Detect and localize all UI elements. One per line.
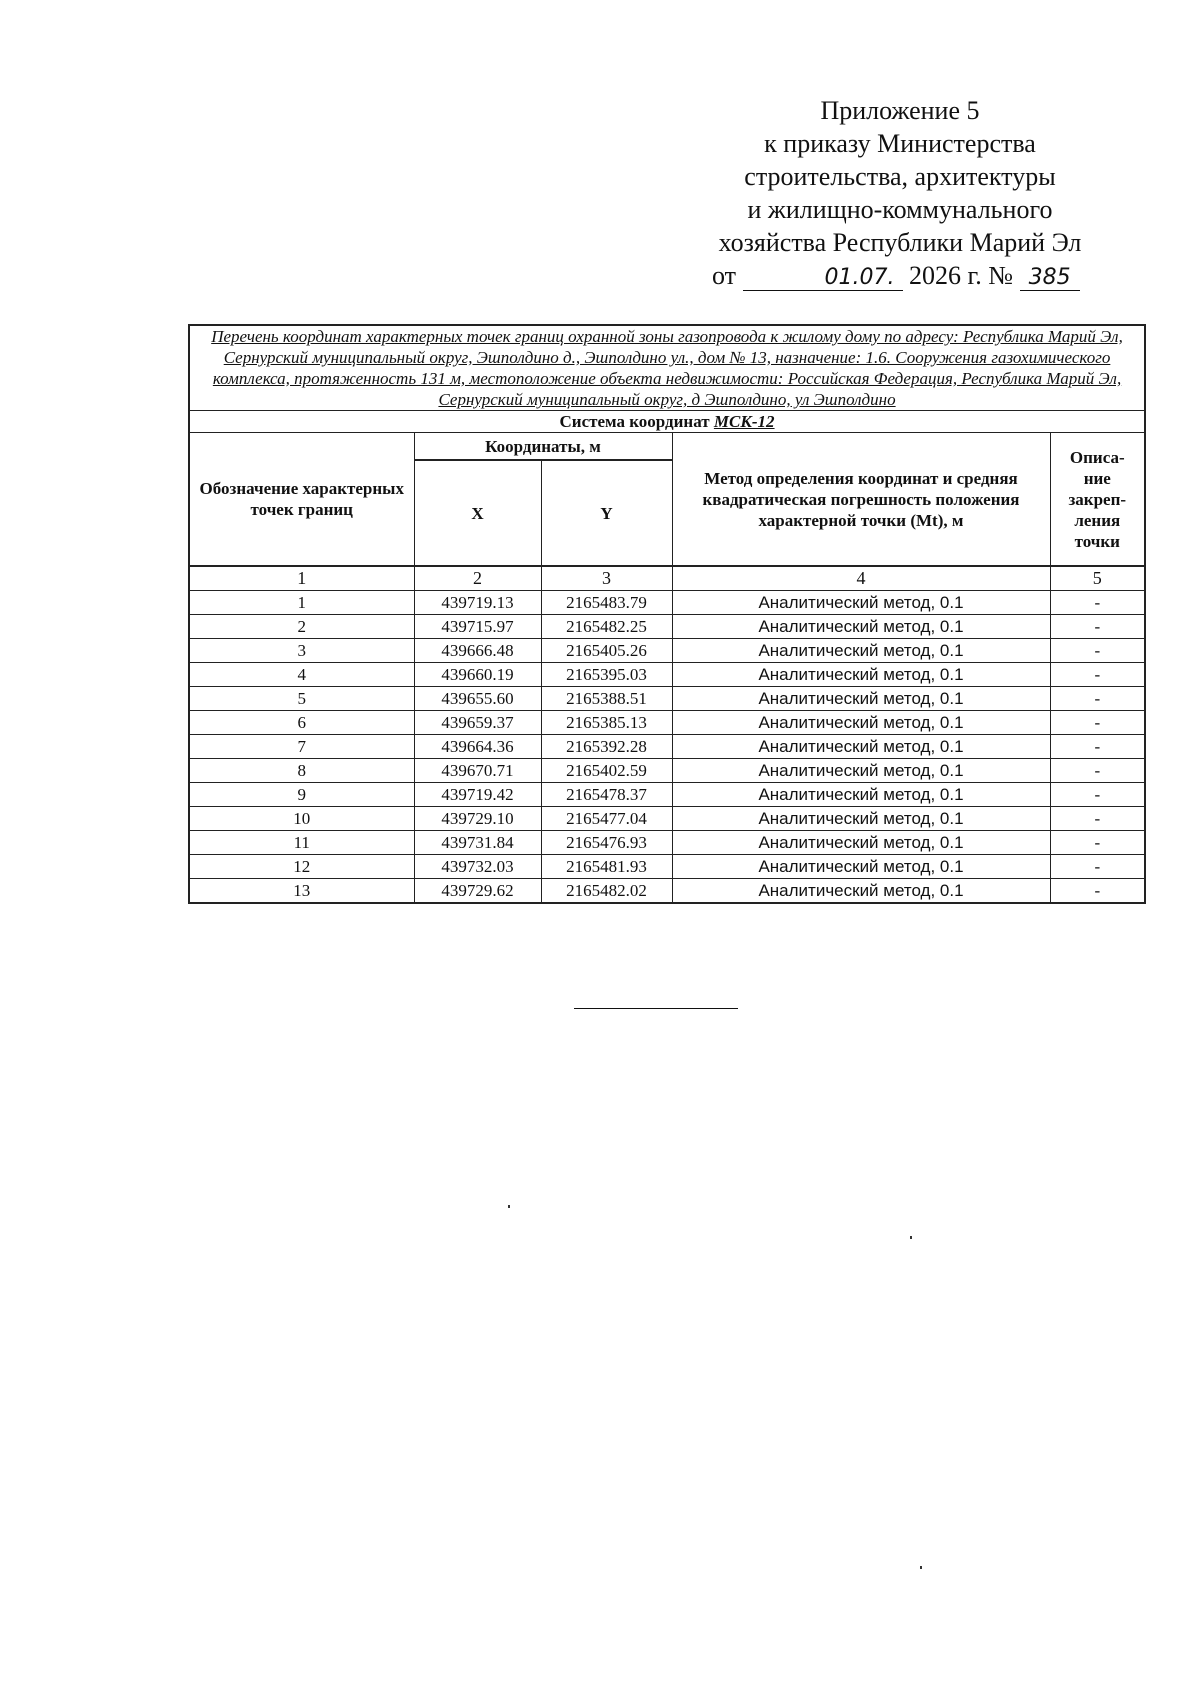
scan-speck — [910, 1236, 912, 1239]
table-row — [189, 615, 1145, 639]
table-row — [189, 855, 1145, 879]
handwritten-order-number: 385 — [1020, 266, 1080, 291]
cell-x: 439664.36 — [414, 735, 541, 759]
header-x: X — [414, 460, 541, 566]
cell-method: Аналитический метод, 0.1 — [672, 807, 1050, 831]
cell-point: 5 — [189, 687, 414, 711]
appendix-header — [690, 94, 1110, 292]
cell-method: Аналитический метод, 0.1 — [672, 687, 1050, 711]
cell-y: 2165482.02 — [541, 879, 672, 904]
appendix-line: к приказу Министерства — [764, 129, 1036, 158]
cell-desc: - — [1050, 663, 1145, 687]
cell-method: Аналитический метод, 0.1 — [672, 831, 1050, 855]
cell-y: 2165481.93 — [541, 855, 672, 879]
table-row — [189, 687, 1145, 711]
cell-point: 12 — [189, 855, 414, 879]
scan-speck — [508, 1205, 510, 1208]
cell-point: 3 — [189, 639, 414, 663]
cell-y: 2165402.59 — [541, 759, 672, 783]
cell-x: 439732.03 — [414, 855, 541, 879]
header-description: Описа-ние закреп-ления точки — [1050, 433, 1145, 567]
cell-desc: - — [1050, 783, 1145, 807]
header-y: Y — [541, 460, 672, 566]
table-row — [189, 759, 1145, 783]
cell-desc: - — [1050, 807, 1145, 831]
cell-x: 439719.42 — [414, 783, 541, 807]
table-row — [189, 735, 1145, 759]
header-point: Обозначение характерных точек границ — [189, 433, 414, 567]
column-number: 5 — [1050, 566, 1145, 591]
cell-x: 439715.97 — [414, 615, 541, 639]
cell-x: 439666.48 — [414, 639, 541, 663]
cell-desc: - — [1050, 735, 1145, 759]
cell-x: 439729.10 — [414, 807, 541, 831]
cell-point: 8 — [189, 759, 414, 783]
header-coords: Координаты, м — [414, 433, 672, 461]
appendix-line: хозяйства Республики Марий Эл — [718, 228, 1082, 257]
appendix-line: строительства, архитектуры — [744, 162, 1056, 191]
table-row — [189, 879, 1145, 904]
cell-point: 2 — [189, 615, 414, 639]
cell-desc: - — [1050, 855, 1145, 879]
cell-x: 439729.62 — [414, 879, 541, 904]
table-row — [189, 711, 1145, 735]
table-row — [189, 831, 1145, 855]
cell-y: 2165483.79 — [541, 591, 672, 615]
cell-y: 2165388.51 — [541, 687, 672, 711]
cell-desc: - — [1050, 831, 1145, 855]
cell-point: 1 — [189, 591, 414, 615]
cell-y: 2165478.37 — [541, 783, 672, 807]
appendix-line: и жилищно-коммунального — [747, 195, 1053, 224]
table-title: Перечень координат характерных точек границ охранной зоны газопровода к жилому дому по адресу: Республика Марий Эл, Сернурский муниципальный округ, Эшполдино д., Эшполдино ул., дом № 13, назначение: 1.6. Сооружения газохимического комплекса, протяженность 131 м, местоположение объекта недвижимости: Российская Федерация, Республика Марий Эл, Сернурский муниципальный округ, д Эшполдино, ул Эшполдино — [189, 325, 1145, 411]
cell-method: Аналитический метод, 0.1 — [672, 759, 1050, 783]
order-year: 2026 г. № — [909, 261, 1014, 290]
cell-method: Аналитический метод, 0.1 — [672, 591, 1050, 615]
table-row — [189, 783, 1145, 807]
appendix-line: Приложение 5 — [820, 96, 980, 125]
header-method: Метод определения координат и средняя квадратическая погрешность положения характерной точки (Mt), м — [672, 433, 1050, 567]
cell-x: 439660.19 — [414, 663, 541, 687]
coordinate-system-name: МСК-12 — [713, 412, 775, 431]
cell-desc: - — [1050, 639, 1145, 663]
cell-x: 439719.13 — [414, 591, 541, 615]
date-prefix: от — [712, 261, 737, 290]
cell-y: 2165392.28 — [541, 735, 672, 759]
order-date-line — [690, 259, 1110, 292]
cell-desc: - — [1050, 615, 1145, 639]
cell-x: 439659.37 — [414, 711, 541, 735]
cell-point: 10 — [189, 807, 414, 831]
cell-point: 7 — [189, 735, 414, 759]
column-number: 3 — [541, 566, 672, 591]
cell-y: 2165476.93 — [541, 831, 672, 855]
column-number: 4 — [672, 566, 1050, 591]
end-rule — [574, 1008, 738, 1009]
cell-y: 2165385.13 — [541, 711, 672, 735]
cell-method: Аналитический метод, 0.1 — [672, 855, 1050, 879]
table-row — [189, 807, 1145, 831]
cell-method: Аналитический метод, 0.1 — [672, 639, 1050, 663]
cell-x: 439731.84 — [414, 831, 541, 855]
table-row — [189, 663, 1145, 687]
cell-y: 2165395.03 — [541, 663, 672, 687]
coordinate-system-row — [189, 411, 1145, 433]
cell-point: 11 — [189, 831, 414, 855]
cell-method: Аналитический метод, 0.1 — [672, 615, 1050, 639]
cell-point: 4 — [189, 663, 414, 687]
cell-y: 2165477.04 — [541, 807, 672, 831]
cell-point: 6 — [189, 711, 414, 735]
column-number: 2 — [414, 566, 541, 591]
coordinates-table — [188, 324, 1146, 904]
cell-point: 9 — [189, 783, 414, 807]
cell-desc: - — [1050, 879, 1145, 904]
cell-x: 439670.71 — [414, 759, 541, 783]
handwritten-date: 01.07. — [743, 266, 903, 291]
cell-desc: - — [1050, 591, 1145, 615]
cell-method: Аналитический метод, 0.1 — [672, 879, 1050, 904]
cell-x: 439655.60 — [414, 687, 541, 711]
cell-desc: - — [1050, 759, 1145, 783]
cell-y: 2165482.25 — [541, 615, 672, 639]
cell-desc: - — [1050, 711, 1145, 735]
cell-method: Аналитический метод, 0.1 — [672, 735, 1050, 759]
column-number: 1 — [189, 566, 414, 591]
cell-desc: - — [1050, 687, 1145, 711]
cell-method: Аналитический метод, 0.1 — [672, 711, 1050, 735]
cell-point: 13 — [189, 879, 414, 904]
scan-speck — [920, 1566, 922, 1569]
coordinate-system-label: Система координат — [559, 412, 710, 431]
table-row — [189, 591, 1145, 615]
table-row — [189, 639, 1145, 663]
cell-method: Аналитический метод, 0.1 — [672, 783, 1050, 807]
cell-method: Аналитический метод, 0.1 — [672, 663, 1050, 687]
cell-y: 2165405.26 — [541, 639, 672, 663]
